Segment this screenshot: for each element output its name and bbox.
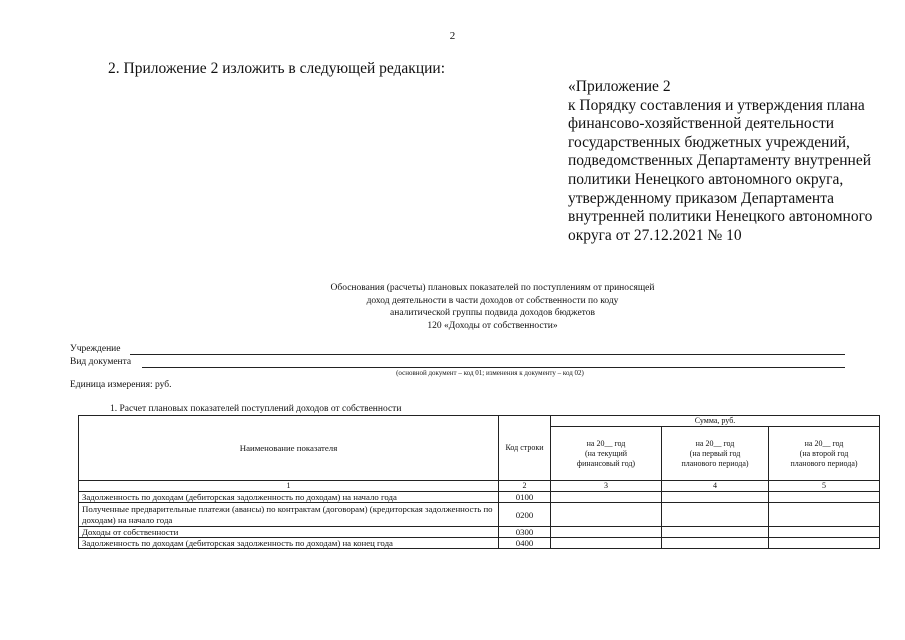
indicator-name: Полученные предварительные платежи (авансы) по контрактам (договорам) (кредиторская задолженность по доходам) на начало года — [79, 503, 499, 527]
header-first-plan-year: на 20__ год (на первый год планового периода) — [662, 427, 769, 481]
annex-line: «Приложение 2 — [568, 78, 671, 95]
document-type-hint: (основной документ – код 01; изменения к документу – код 02) — [396, 369, 584, 377]
header-indicator-name: Наименование показателя — [79, 416, 499, 481]
document-type-fill-line[interactable] — [142, 367, 845, 368]
report-title-line: Обоснования (расчеты) плановых показателей по поступлениям от приносящей — [330, 283, 655, 293]
unit-of-measure: Единица измерения: руб. — [70, 380, 172, 390]
annex-line: политики Ненецкого автономного округа, — [568, 170, 844, 188]
value-current-year[interactable] — [551, 492, 662, 503]
value-first-plan-year[interactable] — [662, 527, 769, 538]
annex-line: к Порядку составления и утверждения плана — [568, 96, 865, 114]
column-number: 4 — [662, 481, 769, 492]
annex-line: округа от 27.12.2021 № 10 — [568, 226, 742, 244]
column-number: 1 — [79, 481, 499, 492]
value-second-plan-year[interactable] — [769, 492, 880, 503]
value-current-year[interactable] — [551, 503, 662, 527]
header-row-code: Код строки — [499, 416, 551, 481]
header-current-year: на 20__ год (на текущий финансовый год) — [551, 427, 662, 481]
report-title-line: 120 «Доходы от собственности» — [427, 320, 558, 331]
value-first-plan-year[interactable] — [662, 538, 769, 549]
column-number: 3 — [551, 481, 662, 492]
row-code: 0100 — [499, 492, 551, 503]
annex-line: подведомственных Департаменту внутренней — [568, 152, 872, 170]
value-first-plan-year[interactable] — [662, 503, 769, 527]
value-first-plan-year[interactable] — [662, 492, 769, 503]
value-second-plan-year[interactable] — [769, 527, 880, 538]
value-current-year[interactable] — [551, 538, 662, 549]
column-number: 2 — [499, 481, 551, 492]
annex-heading — [568, 78, 872, 245]
table-row — [79, 503, 880, 527]
value-current-year[interactable] — [551, 527, 662, 538]
annex-line: утвержденному приказом Департамента — [568, 189, 835, 207]
row-code: 0200 — [499, 503, 551, 527]
report-title — [220, 282, 765, 332]
report-title-line: доход деятельности в части доходов от собственности по коду — [366, 295, 619, 306]
revenue-calculation-table — [78, 415, 880, 549]
section-title: 1. Расчет плановых показателей поступлений доходов от собственности — [110, 404, 402, 414]
row-code: 0300 — [499, 527, 551, 538]
indicator-name: Задолженность по доходам (дебиторская задолженность по доходам) на конец года — [79, 538, 499, 549]
amendment-clause: 2. Приложение 2 изложить в следующей редакции: — [108, 60, 446, 77]
indicator-name: Доходы от собственности — [79, 527, 499, 538]
header-sum-group: Сумма, руб. — [551, 416, 880, 427]
institution-label: Учреждение — [70, 344, 121, 354]
header-second-plan-year: на 20__ год (на второй год планового периода) — [769, 427, 880, 481]
institution-fill-line[interactable] — [130, 354, 845, 355]
annex-line: государственных бюджетных учреждений, — [568, 133, 850, 151]
report-title-line: аналитической группы подвида доходов бюджетов — [390, 308, 595, 318]
annex-line: финансово-хозяйственной деятельности — [568, 115, 835, 133]
page-number: 2 — [449, 30, 456, 42]
table-row — [79, 492, 880, 503]
annex-line: внутренней политики Ненецкого автономного — [568, 208, 873, 226]
value-second-plan-year[interactable] — [769, 503, 880, 527]
table-row — [79, 527, 880, 538]
indicator-name: Задолженность по доходам (дебиторская задолженность по доходам) на начало года — [79, 492, 499, 503]
document-type-label: Вид документа — [70, 357, 132, 367]
column-number: 5 — [769, 481, 880, 492]
table-row — [79, 538, 880, 549]
row-code: 0400 — [499, 538, 551, 549]
value-second-plan-year[interactable] — [769, 538, 880, 549]
